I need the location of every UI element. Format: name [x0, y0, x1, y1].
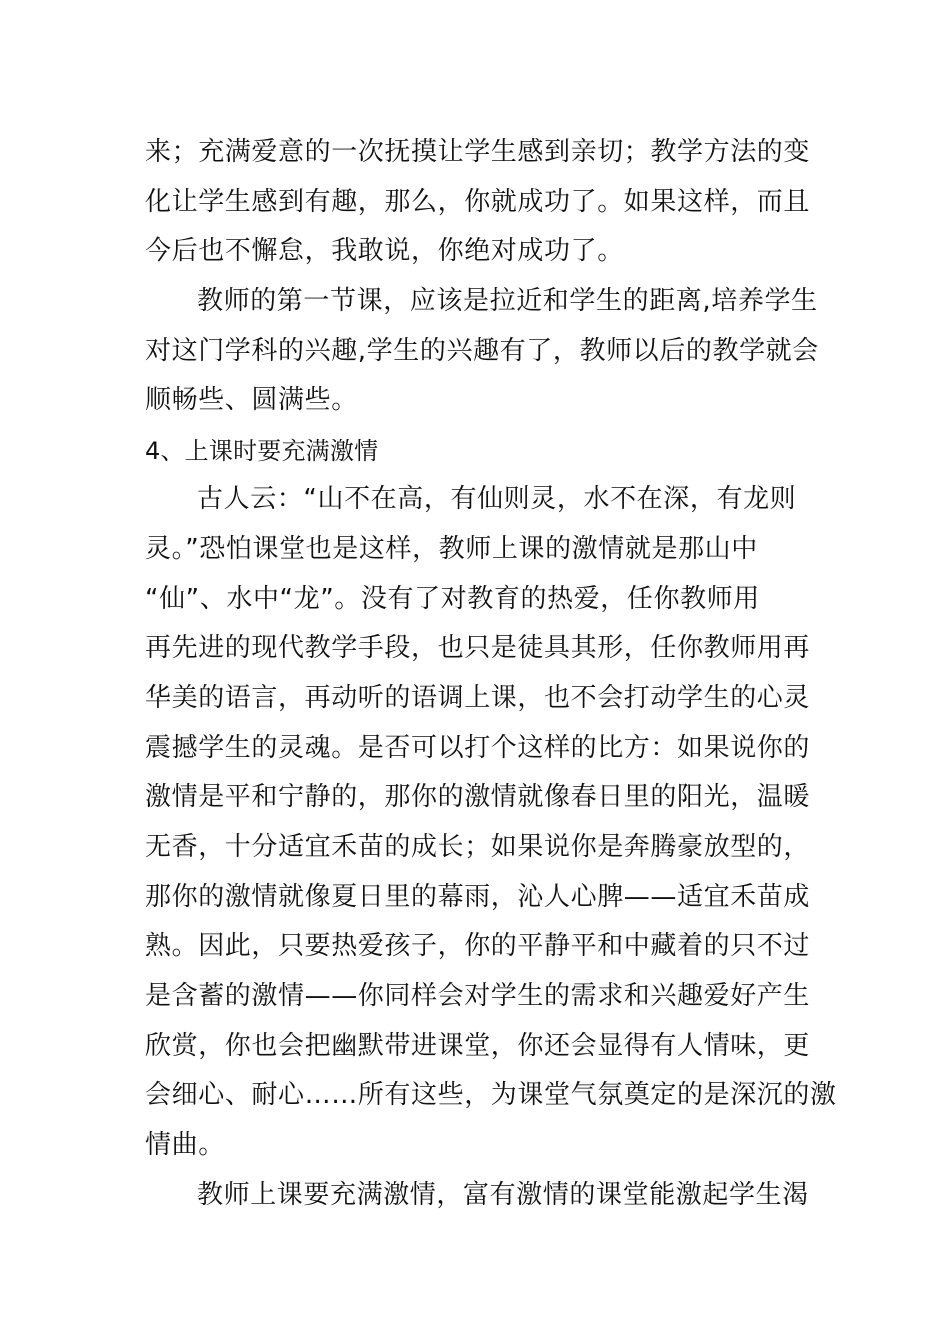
paragraph-1-line-3: 今后也不懈怠，我敢说，你绝对成功了。 [145, 236, 624, 266]
paragraph-3-line-1: 古人云：“山不在高，有仙则灵，水不在深，有龙则 [197, 484, 797, 514]
paragraph-2-line-1: 教师的第一节课，应该是拉近和学生的距离,培养学生 [197, 286, 818, 316]
paragraph-1-line-1: 来；充满爱意的一次抚摸让学生感到亲切；教学方法的变 [145, 137, 811, 167]
paragraph-3-line-14: 情曲。 [145, 1130, 225, 1160]
paragraph-3-line-3: “仙”、水中“龙”。没有了对教育的热爱，任你教师用 [145, 584, 760, 614]
paragraph-3-line-12: 欣赏，你也会把幽默带进课堂，你还会显得有人情味，更 [145, 1031, 811, 1061]
paragraph-3-line-2: 灵。”恐怕课堂也是这样，教师上课的激情就是那山中 [145, 534, 758, 564]
paragraph-3-line-11: 是含蓄的激情——你同样会对学生的需求和兴趣爱好产生 [145, 981, 811, 1011]
paragraph-3-line-7: 激情是平和宁静的，那你的激情就像春日里的阳光，温暖 [145, 782, 811, 812]
paragraph-3-line-10: 熟。因此，只要热爱孩子，你的平静平和中藏着的只不过 [145, 931, 811, 961]
paragraph-3-line-8: 无香，十分适宜禾苗的成长；如果说你是奔腾豪放型的， [145, 832, 811, 862]
paragraph-4-line-1: 教师上课要充满激情，富有激情的课堂能激起学生渴 [197, 1180, 809, 1210]
paragraph-3-line-5: 华美的语言，再动听的语调上课，也不会打动学生的心灵 [145, 683, 811, 713]
paragraph-2-line-3: 顺畅些、圆满些。 [145, 385, 358, 415]
paragraph-3-line-6: 震撼学生的灵魂。是否可以打个这样的比方：如果说你的 [145, 733, 811, 763]
paragraph-3-line-13: 会细心、耐心……所有这些，为课堂气氛奠定的是深沉的激 [145, 1080, 837, 1110]
section-heading: 4、上课时要充满激情 [145, 437, 379, 465]
paragraph-1-line-2: 化让学生感到有趣，那么，你就成功了。如果这样，而且 [145, 187, 811, 217]
paragraph-3-line-9: 那你的激情就像夏日里的幕雨，沁人心脾——适宜禾苗成 [145, 882, 811, 912]
paragraph-2-line-2: 对这门学科的兴趣,学生的兴趣有了，教师以后的教学就会 [145, 336, 819, 366]
paragraph-3-line-4: 再先进的现代教学手段，也只是徒具其形，任你教师用再 [145, 633, 811, 663]
